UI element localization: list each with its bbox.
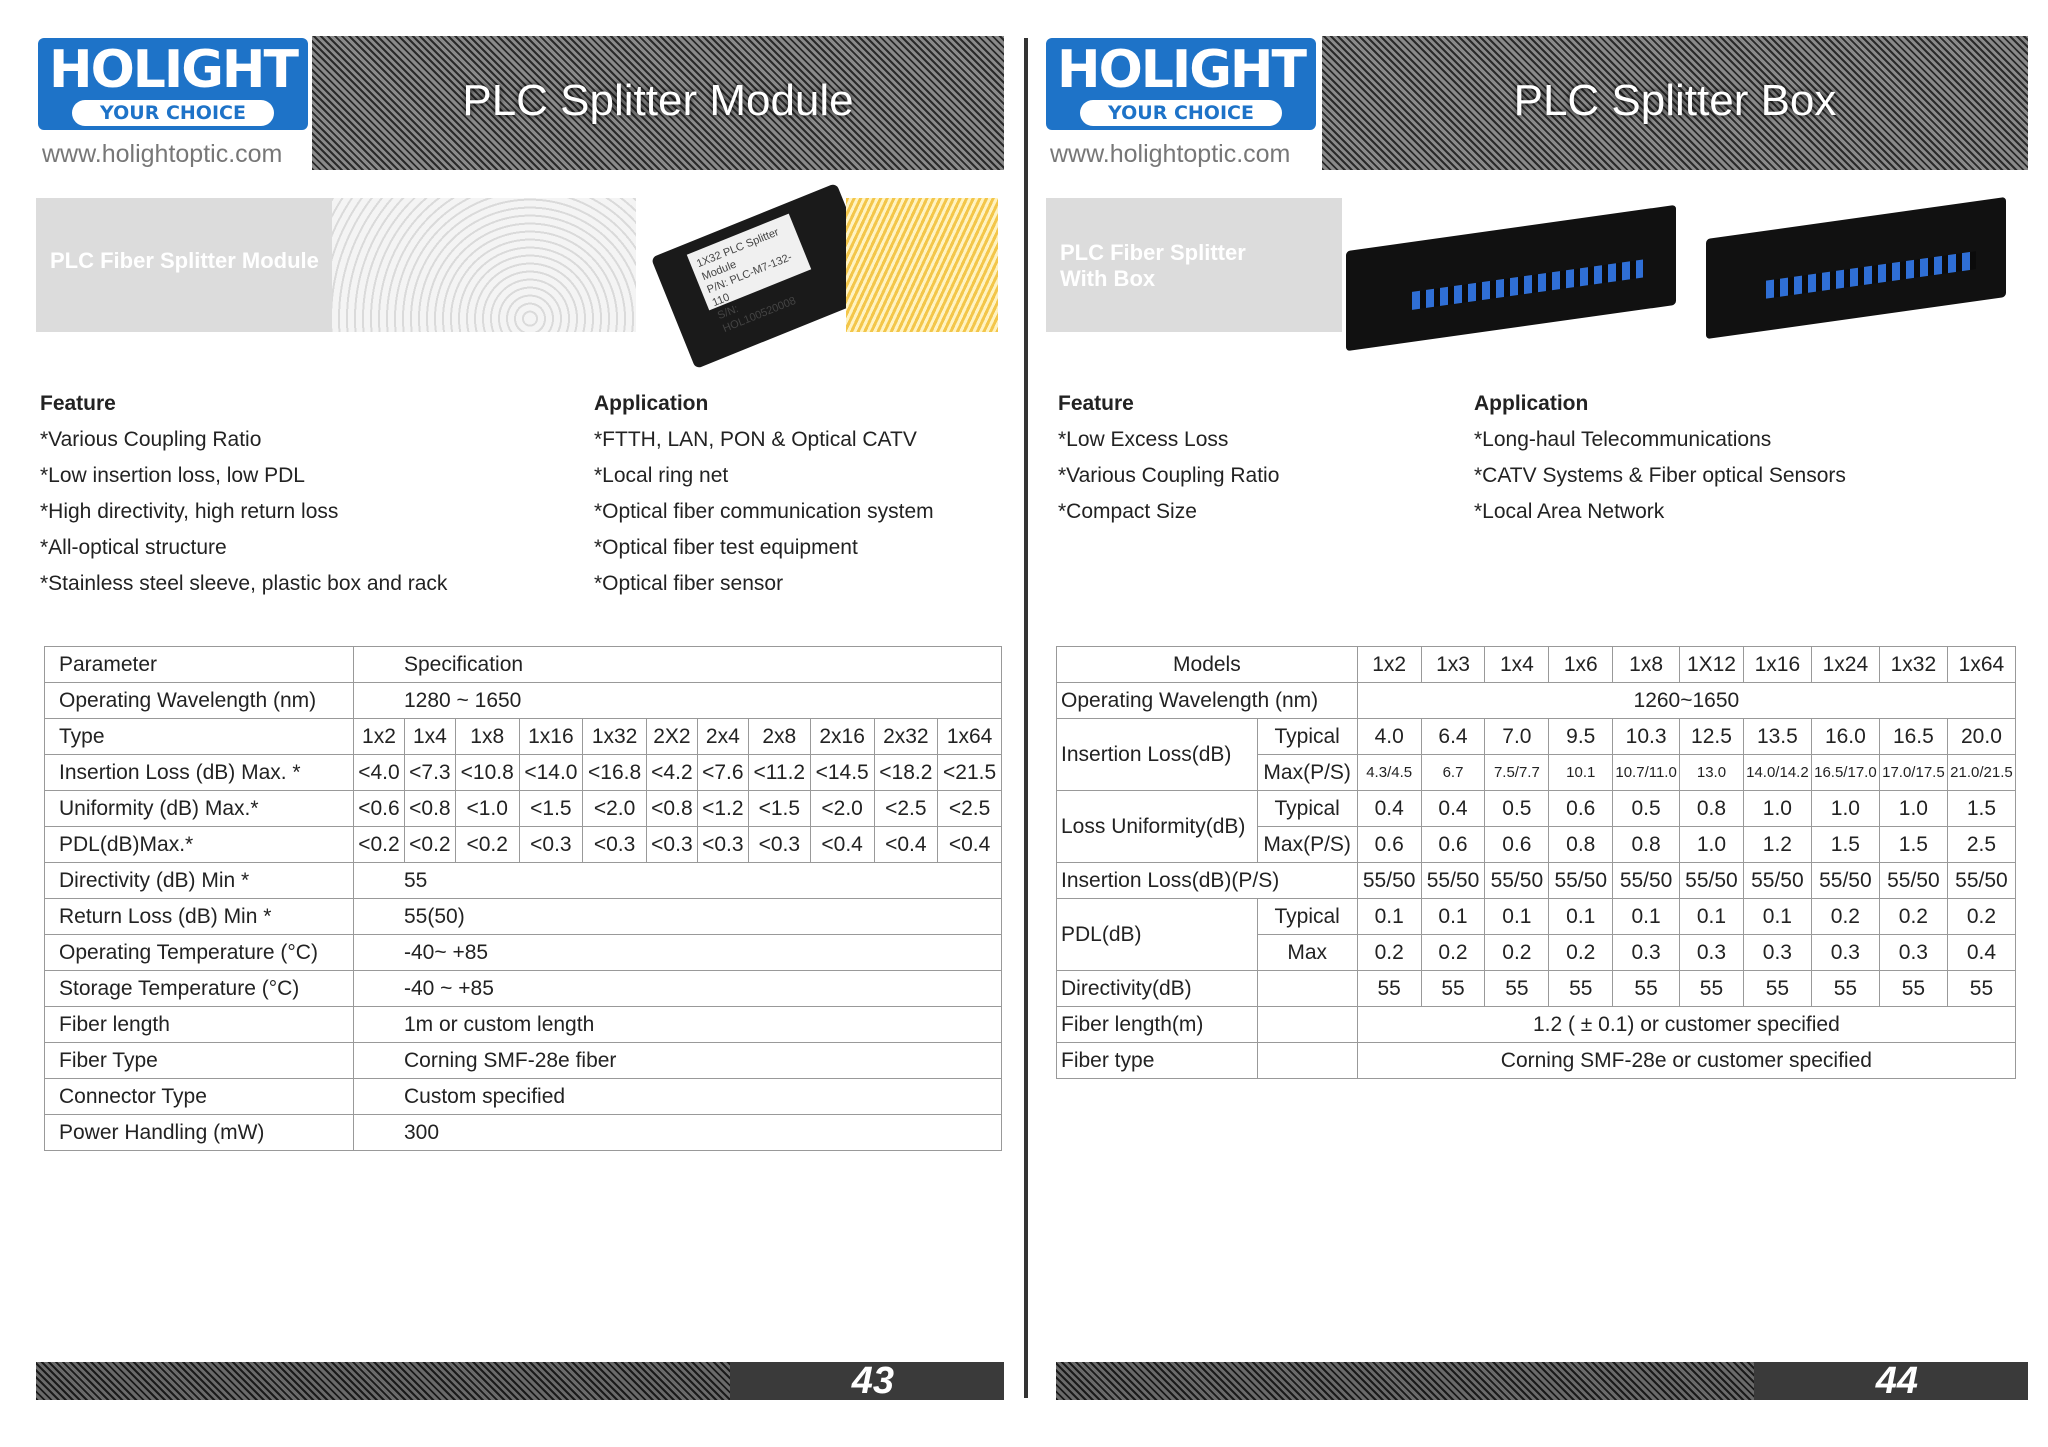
application-heading: Application [594, 392, 709, 415]
row-label: Insertion Loss (dB) Max. * [45, 755, 354, 791]
table-cell: 0.2 [1357, 935, 1421, 971]
row-label: Operating Wavelength (nm) [1057, 683, 1358, 719]
table-cell: 16.5/17.0 [1811, 755, 1879, 791]
table-row [45, 1007, 1002, 1043]
row-label: Operating Wavelength (nm) [45, 683, 354, 719]
sub-label: Max(P/S) [1257, 755, 1357, 791]
table-cell: 0.1 [1421, 899, 1485, 935]
table-cell: 0.1 [1549, 899, 1613, 935]
table-cell: 55 [1743, 971, 1811, 1007]
sub-label: Typical [1257, 791, 1357, 827]
row-label: Fiber type [1057, 1043, 1258, 1079]
table-cell: <16.8 [583, 755, 647, 791]
page-number-box [1754, 1362, 2028, 1400]
table-cell: <0.3 [697, 827, 748, 863]
table-cell: 12.5 [1680, 719, 1744, 755]
page-title: PLC Splitter Box [1513, 76, 1837, 125]
table-cell: 0.2 [1947, 899, 2015, 935]
table-cell: 0.4 [1947, 935, 2015, 971]
table-row [1057, 899, 2016, 935]
module-label: 1X32 PLC Splitter Module P/N: PLC-M7-132-110 S/N: HOL100520008 [687, 214, 811, 311]
table-cell: 7.5/7.7 [1485, 755, 1549, 791]
table-cell: 55 [1421, 971, 1485, 1007]
table-cell: 2x4 [697, 719, 748, 755]
photo-caption-panel [1046, 198, 1342, 332]
table-cell: Corning SMF-28e fiber [354, 1043, 1002, 1079]
page-number: 44 [1875, 1360, 1918, 1402]
table-cell: 13.5 [1743, 719, 1811, 755]
table-cell: <14.5 [810, 755, 874, 791]
table-cell: 1x8 [455, 719, 519, 755]
table-cell: 0.8 [1613, 827, 1680, 863]
table-cell: 55 [1613, 971, 1680, 1007]
table-row [45, 863, 1002, 899]
table-row [1057, 683, 2016, 719]
fiber-pigtails [846, 198, 998, 332]
table-cell: 0.2 [1421, 935, 1485, 971]
table-cell: Corning SMF-28e or customer specified [1357, 1043, 2015, 1079]
title-banner [312, 36, 1004, 170]
row-label: Insertion Loss(dB)(P/S) [1057, 863, 1358, 899]
feature-item: *All-optical structure [40, 536, 227, 559]
table-cell: 55(50) [354, 899, 1002, 935]
empty-cell [1257, 971, 1357, 1007]
logo-word: HOLIGHT [1057, 40, 1305, 100]
logo-url: www.holightoptic.com [42, 140, 283, 168]
table-cell: <11.2 [748, 755, 810, 791]
table-cell: 1.0 [1680, 827, 1744, 863]
spec-table [1056, 646, 2016, 1079]
table-cell: 55 [354, 863, 1002, 899]
table-cell: <0.3 [748, 827, 810, 863]
header-cell: 1x32 [1879, 647, 1947, 683]
table-cell: 0.1 [1357, 899, 1421, 935]
header-cell: 1x3 [1421, 647, 1485, 683]
table-cell: 1.0 [1879, 791, 1947, 827]
table-cell: 55 [1947, 971, 2015, 1007]
table-cell: <0.3 [583, 827, 647, 863]
table-cell: 1260~1650 [1357, 683, 2015, 719]
table-cell: 7.0 [1485, 719, 1549, 755]
table-cell: 9.5 [1549, 719, 1613, 755]
application-item: *Optical fiber sensor [594, 572, 784, 595]
table-cell: 0.2 [1811, 899, 1879, 935]
table-cell: 1.5 [1811, 827, 1879, 863]
application-item: *FTTH, LAN, PON & Optical CATV [594, 428, 917, 451]
header-cell: Specification [354, 647, 1002, 683]
table-cell: 0.5 [1485, 791, 1549, 827]
logo-badge [38, 38, 308, 130]
table-row [1057, 1043, 2016, 1079]
title-banner [1322, 36, 2028, 170]
table-row [45, 899, 1002, 935]
rack-ports [1766, 251, 1976, 299]
table-cell: <2.0 [810, 791, 874, 827]
table-cell: <0.6 [354, 791, 405, 827]
table-cell: 0.8 [1549, 827, 1613, 863]
header-cell: Parameter [45, 647, 354, 683]
table-cell: 0.6 [1485, 827, 1549, 863]
application-item: *CATV Systems & Fiber optical Sensors [1474, 464, 1846, 487]
header-cell: 1x8 [1613, 647, 1680, 683]
table-cell: <0.3 [519, 827, 583, 863]
row-label: Type [45, 719, 354, 755]
table-cell: -40~ +85 [354, 935, 1002, 971]
table-cell: 0.1 [1613, 899, 1680, 935]
table-cell: 55/50 [1947, 863, 2015, 899]
table-cell: <7.3 [404, 755, 455, 791]
feature-heading: Feature [1058, 392, 1134, 415]
application-item: *Local Area Network [1474, 500, 1665, 523]
table-row [45, 1115, 1002, 1151]
header-cell: Models [1057, 647, 1358, 683]
table-cell: <0.4 [938, 827, 1002, 863]
table-cell: 14.0/14.2 [1743, 755, 1811, 791]
table-cell: 55 [1680, 971, 1744, 1007]
rack-ports [1412, 259, 1643, 309]
table-cell: 55/50 [1357, 863, 1421, 899]
feature-item: *Low Excess Loss [1058, 428, 1229, 451]
table-cell: 1280 ~ 1650 [354, 683, 1002, 719]
row-label: Loss Uniformity(dB) [1057, 791, 1258, 863]
feature-list [1058, 386, 1279, 530]
table-cell: 10.7/11.0 [1613, 755, 1680, 791]
table-cell: 55/50 [1485, 863, 1549, 899]
table-row [45, 827, 1002, 863]
row-label: Directivity(dB) [1057, 971, 1258, 1007]
sub-label: Typical [1257, 719, 1357, 755]
table-cell: <0.4 [810, 827, 874, 863]
row-label: Fiber Type [45, 1043, 354, 1079]
table-row [1057, 863, 2016, 899]
application-heading: Application [1474, 392, 1589, 415]
table-cell: 0.6 [1421, 827, 1485, 863]
table-cell: <0.3 [646, 827, 697, 863]
table-cell: 1.2 [1743, 827, 1811, 863]
table-row [1057, 971, 2016, 1007]
table-cell: 6.4 [1421, 719, 1485, 755]
table-row [45, 935, 1002, 971]
table-cell: <1.0 [455, 791, 519, 827]
table-cell: 0.3 [1680, 935, 1744, 971]
table-row [45, 1043, 1002, 1079]
table-cell: 1.5 [1947, 791, 2015, 827]
table-cell: <2.5 [874, 791, 938, 827]
table-cell: <4.0 [354, 755, 405, 791]
sub-label: Typical [1257, 899, 1357, 935]
table-cell: 0.1 [1680, 899, 1744, 935]
table-cell: 1x32 [583, 719, 647, 755]
table-cell: 300 [354, 1115, 1002, 1151]
row-label: PDL(dB) [1057, 899, 1258, 971]
logo-badge [1046, 38, 1316, 130]
table-cell: 6.7 [1421, 755, 1485, 791]
table-row [45, 971, 1002, 1007]
row-label: Insertion Loss(dB) [1057, 719, 1258, 791]
holight-logo [1046, 38, 1316, 170]
logo-tagline: YOUR CHOICE [72, 100, 274, 126]
table-row [45, 1079, 1002, 1115]
table-cell: 55/50 [1879, 863, 1947, 899]
table-cell: <1.2 [697, 791, 748, 827]
application-list [594, 386, 934, 602]
logo-url: www.holightoptic.com [1050, 140, 1291, 168]
table-row [1057, 791, 2016, 827]
table-cell: <0.4 [874, 827, 938, 863]
header-cell: 1x64 [1947, 647, 2015, 683]
table-cell: 55/50 [1811, 863, 1879, 899]
row-label: Uniformity (dB) Max.* [45, 791, 354, 827]
header-cell: 1X12 [1680, 647, 1744, 683]
table-row [1057, 647, 2016, 683]
table-cell: <0.8 [404, 791, 455, 827]
table-cell: 2x16 [810, 719, 874, 755]
row-label: Power Handling (mW) [45, 1115, 354, 1151]
rack-box-photo [1346, 205, 1676, 351]
table-cell: 55/50 [1421, 863, 1485, 899]
product-photo-strip [36, 198, 998, 336]
table-cell: <10.8 [455, 755, 519, 791]
table-cell: 55/50 [1743, 863, 1811, 899]
table-cell: 55 [1485, 971, 1549, 1007]
photo-caption: PLC Fiber Splitter With Box [1060, 240, 1246, 291]
empty-cell [1257, 1043, 1357, 1079]
table-cell: 10.1 [1549, 755, 1613, 791]
spec-table [44, 646, 1002, 1151]
table-cell: 55/50 [1613, 863, 1680, 899]
application-item: *Optical fiber test equipment [594, 536, 858, 559]
table-cell: 1x2 [354, 719, 405, 755]
table-cell: <0.2 [404, 827, 455, 863]
header-cell: 1x24 [1811, 647, 1879, 683]
table-cell: 20.0 [1947, 719, 2015, 755]
logo-tagline: YOUR CHOICE [1080, 100, 1282, 126]
table-cell: <21.5 [938, 755, 1002, 791]
row-label: Storage Temperature (°C) [45, 971, 354, 1007]
sub-label: Max [1257, 935, 1357, 971]
table-cell: 0.2 [1879, 899, 1947, 935]
page-number: 43 [851, 1360, 894, 1402]
table-cell: 2X2 [646, 719, 697, 755]
header-cell: 1x16 [1743, 647, 1811, 683]
table-cell: 10.3 [1613, 719, 1680, 755]
table-cell: 55/50 [1680, 863, 1744, 899]
page-44 [1030, 0, 2040, 1447]
table-cell: 4.3/4.5 [1357, 755, 1421, 791]
table-cell: 0.3 [1743, 935, 1811, 971]
table-cell: 16.0 [1811, 719, 1879, 755]
table-cell: 0.8 [1680, 791, 1744, 827]
table-cell: 13.0 [1680, 755, 1744, 791]
row-label: PDL(dB)Max.* [45, 827, 354, 863]
table-cell: 0.2 [1549, 935, 1613, 971]
sub-label: Max(P/S) [1257, 827, 1357, 863]
application-item: *Local ring net [594, 464, 729, 487]
header-cell: 1x4 [1485, 647, 1549, 683]
table-cell: 1.0 [1743, 791, 1811, 827]
page-footer [36, 1362, 1004, 1400]
row-label: Fiber length [45, 1007, 354, 1043]
page-title: PLC Splitter Module [462, 76, 854, 125]
table-cell: <1.5 [519, 791, 583, 827]
table-cell: 2x8 [748, 719, 810, 755]
table-cell: 0.3 [1613, 935, 1680, 971]
holight-logo [38, 38, 308, 170]
table-row [45, 683, 1002, 719]
table-row [1057, 719, 2016, 755]
feature-item: *High directivity, high return loss [40, 500, 339, 523]
table-row [45, 647, 1002, 683]
header-cell: 1x2 [1357, 647, 1421, 683]
row-label: Directivity (dB) Min * [45, 863, 354, 899]
header-cell: 1x6 [1549, 647, 1613, 683]
application-item: *Long-haul Telecommunications [1474, 428, 1772, 451]
table-cell: <2.5 [938, 791, 1002, 827]
rack-box-photo [1706, 197, 2006, 339]
row-label: Fiber length(m) [1057, 1007, 1258, 1043]
table-cell: <2.0 [583, 791, 647, 827]
row-label: Connector Type [45, 1079, 354, 1115]
table-cell: 0.2 [1485, 935, 1549, 971]
page-number-box [730, 1362, 1004, 1400]
table-row [45, 755, 1002, 791]
feature-item: *Various Coupling Ratio [1058, 464, 1280, 487]
table-cell: 0.1 [1485, 899, 1549, 935]
table-cell: <18.2 [874, 755, 938, 791]
table-cell: 0.3 [1879, 935, 1947, 971]
page-divider [1024, 38, 1028, 1398]
application-item: *Optical fiber communication system [594, 500, 934, 523]
table-row [45, 791, 1002, 827]
table-cell: 1x16 [519, 719, 583, 755]
table-cell: Custom specified [354, 1079, 1002, 1115]
product-photo-strip [1046, 198, 2026, 332]
table-cell: <0.2 [354, 827, 405, 863]
table-cell: 0.1 [1743, 899, 1811, 935]
application-list [1474, 386, 1846, 530]
table-cell: 0.6 [1357, 827, 1421, 863]
row-label: Operating Temperature (°C) [45, 935, 354, 971]
table-cell: 55 [1549, 971, 1613, 1007]
table-cell: <0.8 [646, 791, 697, 827]
table-cell: 0.6 [1549, 791, 1613, 827]
table-cell: 0.4 [1357, 791, 1421, 827]
table-cell: 0.3 [1811, 935, 1879, 971]
table-cell: 0.4 [1421, 791, 1485, 827]
feature-item: *Compact Size [1058, 500, 1197, 523]
table-cell: 0.5 [1613, 791, 1680, 827]
feature-item: *Low insertion loss, low PDL [40, 464, 305, 487]
table-cell: 1x64 [938, 719, 1002, 755]
table-cell: 1m or custom length [354, 1007, 1002, 1043]
table-cell: <14.0 [519, 755, 583, 791]
table-cell: 17.0/17.5 [1879, 755, 1947, 791]
feature-item: *Stainless steel sleeve, plastic box and rack [40, 572, 448, 595]
table-cell: <0.2 [455, 827, 519, 863]
photo-caption: PLC Fiber Splitter Module [50, 248, 319, 273]
photo-caption-panel [36, 198, 332, 332]
table-cell: 16.5 [1879, 719, 1947, 755]
table-cell: -40 ~ +85 [354, 971, 1002, 1007]
table-cell: 55/50 [1549, 863, 1613, 899]
table-cell: 55 [1811, 971, 1879, 1007]
table-cell: 1.5 [1879, 827, 1947, 863]
row-label: Return Loss (dB) Min * [45, 899, 354, 935]
table-cell: 55 [1357, 971, 1421, 1007]
feature-heading: Feature [40, 392, 116, 415]
fiber-coil-photo [332, 198, 662, 332]
feature-list [40, 386, 447, 602]
table-cell: 2.5 [1947, 827, 2015, 863]
table-row [45, 719, 1002, 755]
splitter-module-photo [636, 198, 998, 336]
logo-word: HOLIGHT [49, 40, 297, 100]
table-cell: 55 [1879, 971, 1947, 1007]
table-cell: 1x4 [404, 719, 455, 755]
table-row [1057, 1007, 2016, 1043]
page-43 [0, 0, 1010, 1447]
table-cell: 1.2 ( ± 0.1) or customer specified [1357, 1007, 2015, 1043]
table-cell: <4.2 [646, 755, 697, 791]
table-cell: 1.0 [1811, 791, 1879, 827]
table-cell: <1.5 [748, 791, 810, 827]
table-cell: 21.0/21.5 [1947, 755, 2015, 791]
table-cell: 2x32 [874, 719, 938, 755]
empty-cell [1257, 1007, 1357, 1043]
feature-item: *Various Coupling Ratio [40, 428, 262, 451]
table-cell: <7.6 [697, 755, 748, 791]
table-cell: 4.0 [1357, 719, 1421, 755]
page-footer [1056, 1362, 2028, 1400]
